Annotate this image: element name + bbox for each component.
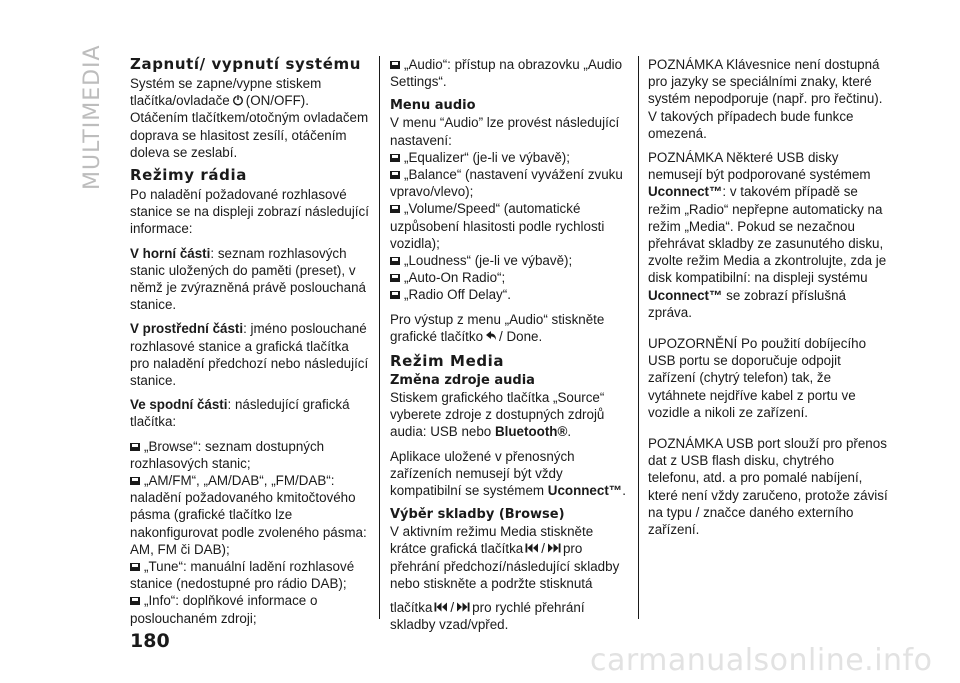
paragraph-bottom-part: Ve spodní části: následující grafická tlačítka: — [130, 397, 350, 430]
watermark: carmanualsonline.info — [590, 643, 933, 678]
heading-on-off: Zapnutí/ vypnutí systému — [130, 55, 361, 73]
list-item: „Auto-On Radio“; — [390, 269, 630, 286]
heading-audio-menu: Menu audio — [390, 98, 476, 114]
warning-usb-port: UPOZORNĚNÍ Po použití dobíjecího USB portu se doporučuje odpojit zařízení (chytrý telefon) tak, že vytáhnete nejdříve kabel z portu ve vozidle a nikoli ze zařízení. — [648, 336, 867, 420]
paragraph-top-part: V horní části: seznam rozhlasových stanic uložených do paměti (preset), v němž je zvýrazněná právě poslouchaná stanice. — [130, 245, 366, 313]
paragraph-audio-menu: V menu “Audio” lze provést následující nastavení: — [390, 115, 620, 148]
bullet-icon — [130, 563, 140, 571]
bullet-icon — [390, 274, 400, 282]
paragraph-change-source: Stiskem grafického tlačítka „Source“ vyberete zdroje z dostupných zdrojů audia: USB nebo Bluetooth®. — [390, 390, 605, 440]
list-item: „Info“: doplňkové informace o poslouchaném zdroji; — [130, 593, 318, 626]
paragraph-on-off: Systém se zapne/vypne stiskem tlačítka/ovladače (ON/OFF). Otáčením tlačítkem/otočným ovladačem doprava se hlasitost zesílí, otáčením doleva se zeslabí. — [130, 76, 369, 160]
previous-track-icon — [525, 542, 539, 554]
page-number: 180 — [130, 630, 170, 652]
column-divider — [638, 56, 639, 619]
bullet-icon — [390, 154, 400, 162]
section-side-label: MULTIMEDIA — [80, 44, 105, 190]
next-track-icon — [547, 542, 561, 554]
bullet-icon — [130, 477, 140, 485]
list-item: „Volume/Speed“ (automatické uzpůsobení hlasitosti podle rychlosti vozidla); — [390, 201, 605, 251]
paragraph-compatibility: Aplikace uložené v přenosných zařízeních nemusejí být vždy kompatibilní se systémem Uconnect™. — [390, 448, 626, 499]
previous-track-icon — [434, 601, 448, 613]
power-icon — [232, 94, 244, 106]
list-item: „Equalizer“ (je-li ve výbavě); — [390, 149, 630, 166]
bullet-icon — [130, 443, 140, 451]
bullet-icon — [390, 257, 400, 265]
heading-change-source: Změna zdroje audia — [390, 373, 535, 389]
note-keyboard: POZNÁMKA Klávesnice není dostupná pro jazyky se speciálními znaky, které systém nepodporuje (např. pro řečtinu). V takových případech bude funkce omezená. — [648, 57, 883, 141]
list-item: „AM/FM“, „AM/DAB“, „FM/DAB“: naladění požadovaného kmitočtového pásma (grafické tlačítko lze nakonfigurovat podle zvoleného pásma: AM, FM či DAB); — [130, 473, 367, 557]
heading-browse: Výběr skladby (Browse) — [390, 507, 565, 523]
column-3 — [648, 56, 888, 538]
column-1 — [130, 56, 370, 627]
bullet-icon — [390, 171, 400, 179]
next-track-icon — [456, 601, 470, 613]
paragraph-radio-intro: Po naladění požadované rozhlasové stanice se na displeji zobrazí následující informace: — [130, 187, 369, 237]
heading-radio-modes: Režimy rádia — [130, 166, 247, 185]
list-item: „Tune“: manuální ladění rozhlasové stanice (nedostupné pro rádio DAB); — [130, 559, 355, 592]
list-item: „Audio“: přístup na obrazovku „Audio Settings“. — [390, 57, 623, 90]
bullet-icon — [390, 61, 400, 69]
note-usb-port: POZNÁMKA USB port slouží pro přenos dat z USB flash disku, chytrého telefonu, atd. a pro pomalé nabíjení, které není vždy zaručeno, protože závisí na typu / značce daného externího zařízení. — [648, 436, 888, 538]
column-2 — [390, 56, 630, 633]
note-usb-support: POZNÁMKA Některé USB disky nemusejí být podporované systémem Uconnect™: v takovém případě se režim „Radio“ nepřepne automaticky na režim „Media“. Pokud se nezačnou přehrávat skladby ze zasunutého disku, zvolte režim Media a zkontrolujte, zda je disk kompatibilní: na displeji systému Uconnect™ se zobrazí příslušná zpráva. — [648, 150, 887, 320]
list-item: „Balance“ (nastavení vyvážení zvuku vpravo/vlevo); — [390, 167, 623, 200]
bullet-icon — [130, 597, 140, 605]
paragraph-audio-exit: Pro výstup z menu „Audio“ stiskněte grafické tlačítko / Done. — [390, 311, 605, 344]
bullet-icon — [390, 205, 400, 213]
paragraph-browse: V aktivním režimu Media stiskněte krátce grafická tlačítka / pro přehrání předchozí/následující skladby nebo stiskněte a podržte stisknutá — [390, 524, 620, 591]
bullet-icon — [390, 291, 400, 299]
column-divider — [379, 56, 380, 619]
list-item: „Browse“: seznam dostupných rozhlasových stanic; — [130, 438, 325, 471]
paragraph-fast-play: tlačítka / pro rychlé přehrání skladby vzad/vpřed. — [390, 600, 585, 633]
back-arrow-icon — [485, 330, 497, 342]
list-item: „Radio Off Delay“. — [390, 286, 630, 303]
paragraph-middle-part: V prostřední části: jméno poslouchané rozhlasové stanice a grafická tlačítka pro naladění předchozí nebo následující stanice. — [130, 321, 369, 389]
heading-media-mode: Režim Media — [390, 352, 505, 371]
list-item: „Loudness“ (je-li ve výbavě); — [390, 252, 630, 269]
